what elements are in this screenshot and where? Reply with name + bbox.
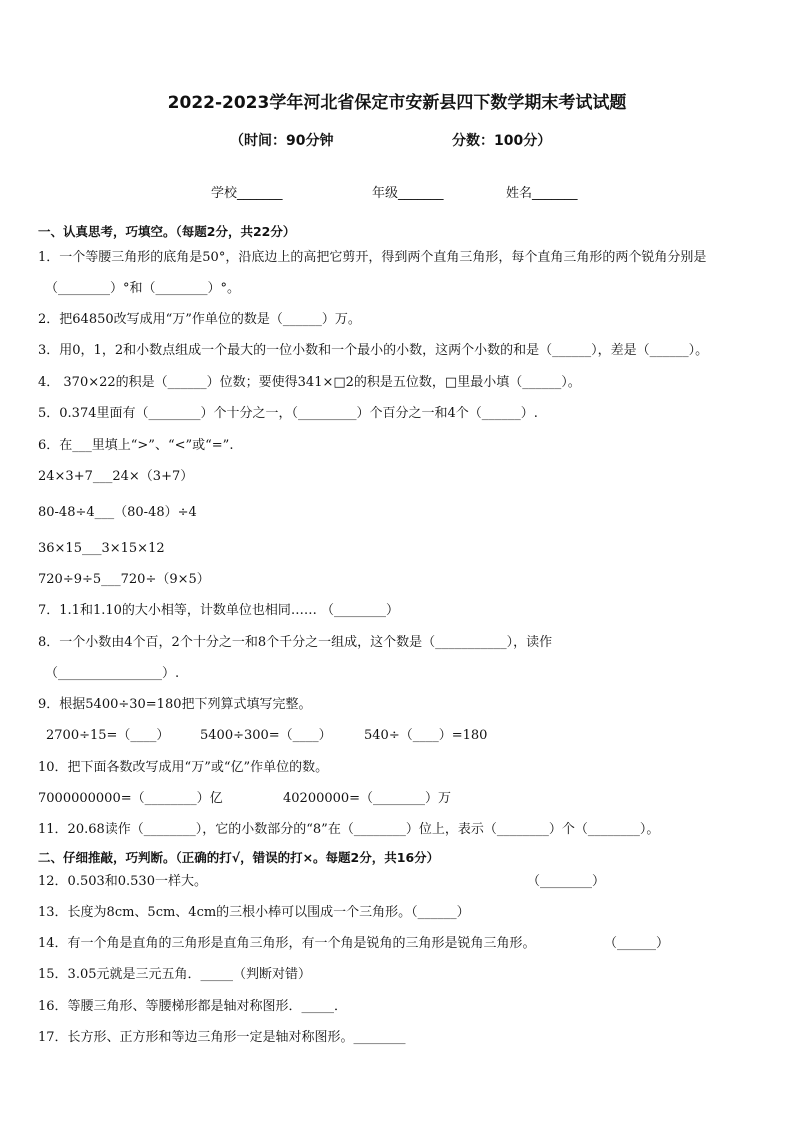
- question-5: 5．0.374里面有（________）个十分之一，（_________）个百分之一和4个（______）.: [38, 406, 538, 421]
- page-title: 2022-2023学年河北省保定市安新县四下数学期末考试试题: [167, 93, 627, 113]
- question-6: 6．在___里填上“>”、“<”或“=”.: [38, 438, 234, 453]
- school-field: 学校_______: [211, 186, 283, 201]
- question-11: 11．20.68读作（________），它的小数部分的“8”在（________）位上，表示（________）个（________）。: [38, 822, 660, 837]
- question-9-a: 2700÷15=（____）: [46, 728, 170, 743]
- question-6-b: 80-48÷4___（80-48）÷4: [38, 505, 197, 520]
- question-16: 16．等腰三角形、等腰梯形都是轴对称图形．_____．: [38, 999, 348, 1014]
- question-9-c: 540÷（____）=180: [364, 728, 488, 743]
- question-7: 7．1.1和1.10的大小相等，计数单位也相同…… （________）: [38, 603, 400, 618]
- exam-time: （时间：90分钟: [230, 133, 334, 149]
- question-12-answer: （________）: [527, 874, 606, 889]
- question-6-d: 720÷9÷5___720÷（9×5）: [38, 572, 210, 587]
- question-3: 3．用0，1，2和小数点组成一个最大的一位小数和一个最小的小数，这两个小数的和是（______），差是（______）。: [38, 343, 709, 358]
- question-17: 17．长方形、正方形和等边三角形一定是轴对称图形。________: [38, 1030, 406, 1045]
- exam-score: 分数：100分）: [452, 133, 552, 149]
- question-10-a: 7000000000=（________）亿: [38, 791, 223, 806]
- name-field: 姓名_______: [506, 186, 578, 201]
- question-12: 12．0.503和0.530一样大。: [38, 874, 207, 889]
- question-8-reading: （________________）.: [45, 666, 180, 681]
- grade-field: 年级_______: [372, 186, 444, 201]
- question-8: 8．一个小数由4个百，2个十分之一和8个千分之一组成，这个数是（___________），读作: [38, 635, 553, 650]
- question-13: 13．长度为8cm、5cm、4cm的三根小棒可以围成一个三角形。（______）: [38, 905, 470, 920]
- section-judge: 二、仔细推敲，巧判断。（正确的打√，错误的打×。每题2分，共16分）: [38, 850, 440, 865]
- question-9-b: 5400÷300=（____）: [200, 728, 332, 743]
- question-15: 15．3.05元就是三元五角．_____（判断对错）: [38, 967, 311, 982]
- question-1-blanks: （________）°和（________）°。: [45, 281, 241, 296]
- question-10: 10．把下面各数改写成用“万”或“亿”作单位的数。: [38, 760, 329, 775]
- question-1: 1．一个等腰三角形的底角是50°，沿底边上的高把它剪开，得到两个直角三角形，每个直角三角形的两个锐角分别是: [38, 250, 707, 265]
- question-4: 4． 370×22的积是（______）位数；要使得341×□2的积是五位数，□里最小填（______）。: [38, 375, 581, 390]
- question-14-answer: （______）: [604, 936, 670, 951]
- question-14: 14．有一个角是直角的三角形是直角三角形，有一个角是锐角的三角形是锐角三角形。: [38, 936, 536, 951]
- section-fill-in: 一、认真思考，巧填空。（每题2分，共22分）: [38, 224, 296, 239]
- question-6-c: 36×15___3×15×12: [38, 541, 165, 556]
- question-2: 2．把64850改写成用“万”作单位的数是（______）万。: [38, 312, 361, 327]
- question-10-b: 40200000=（________）万: [283, 791, 452, 806]
- question-6-a: 24×3+7___24×（3+7）: [38, 469, 194, 484]
- question-9: 9．根据5400÷30=180把下列算式填写完整。: [38, 697, 312, 712]
